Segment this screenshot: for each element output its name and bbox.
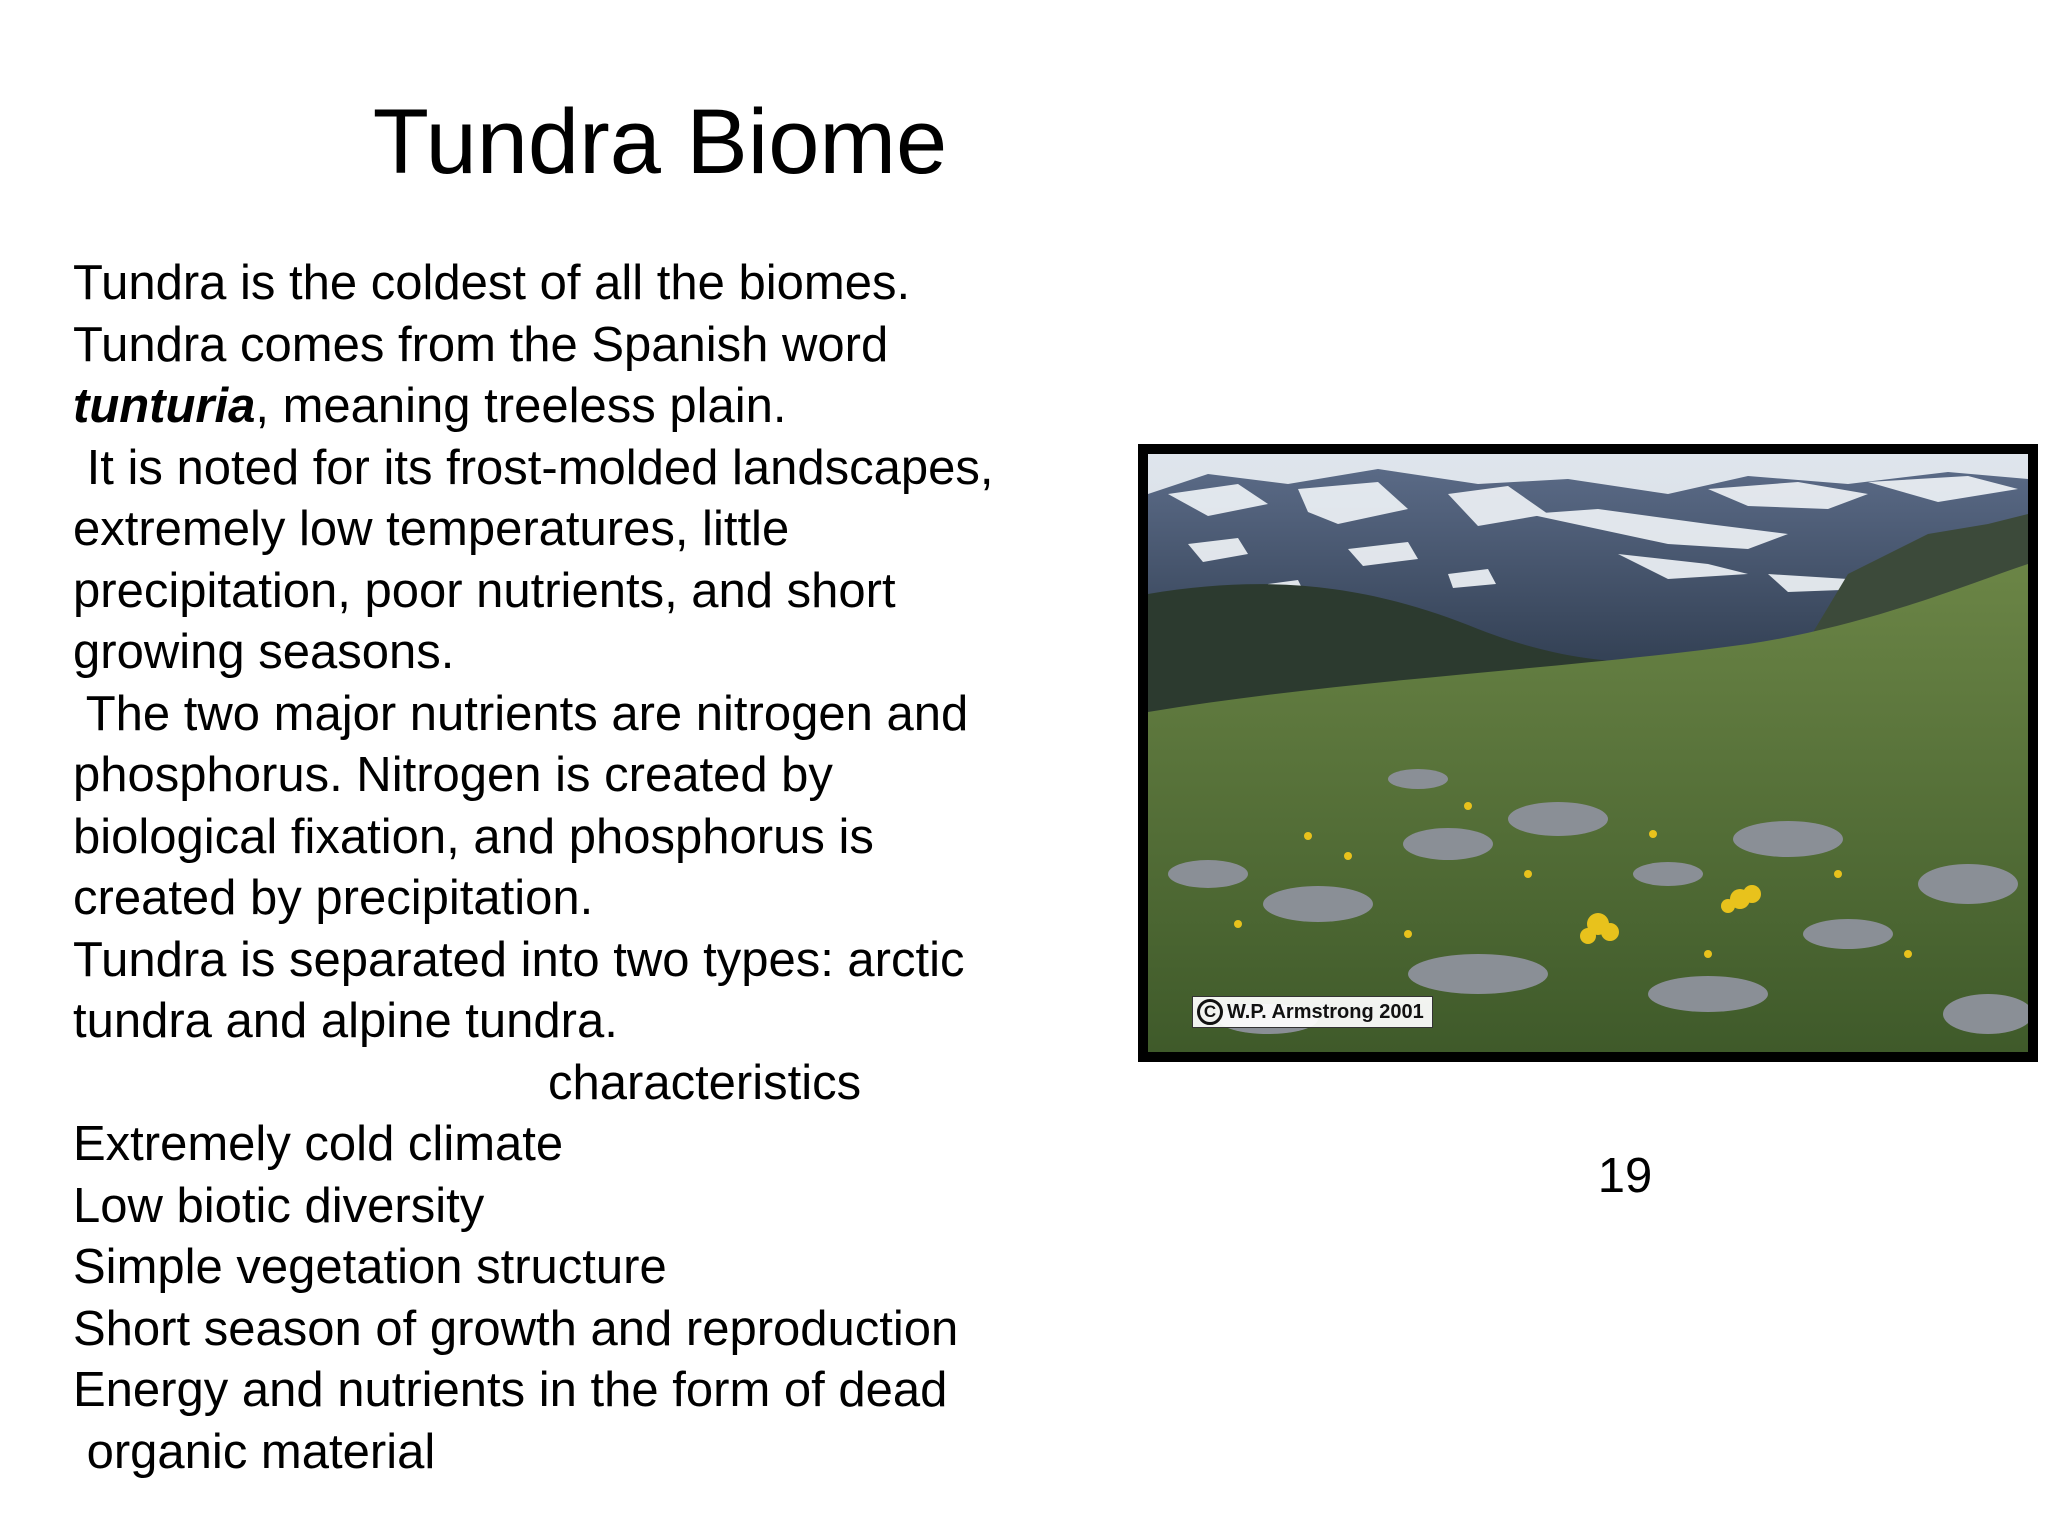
text-line — [73, 315, 1093, 377]
text-line-content: Tundra is separated into two types: arctic — [73, 932, 965, 987]
text-line-content: Short season of growth and reproduction — [73, 1301, 959, 1356]
characteristic-item — [73, 1237, 1093, 1299]
tundra-photo — [1138, 444, 2038, 1062]
text-line-content: Energy and nutrients in the form of dead — [73, 1363, 948, 1417]
text-line-content: Low biotic diversity — [73, 1178, 485, 1233]
text-line-content: phosphorus. Nitrogen is created by — [73, 748, 833, 802]
copyright-icon: C — [1197, 999, 1223, 1025]
text-line-content: growing seasons. — [73, 625, 455, 679]
text-line-content: Tundra comes from the Spanish word — [73, 317, 889, 372]
text-line-content: precipitation, poor nutrients, and short — [73, 563, 896, 618]
text-line-content: , meaning treeless plain. — [255, 379, 787, 433]
section-heading — [73, 1053, 1093, 1115]
text-line — [73, 991, 1093, 1053]
text-line — [73, 684, 1093, 746]
text-line-content: created by precipitation. — [73, 871, 594, 925]
characteristic-item — [73, 1299, 1093, 1361]
text-line — [73, 868, 1093, 930]
text-line-content: organic material — [73, 1424, 436, 1479]
text-line — [73, 438, 1093, 500]
section-heading-text: characteristics — [548, 1055, 862, 1110]
text-line — [73, 807, 1093, 869]
text-line-content: Tundra is the coldest of all the biomes. — [73, 256, 911, 310]
text-line-content: biological fixation, and phosphorus is — [73, 809, 874, 864]
page-number: 19 — [1597, 1149, 1653, 1203]
characteristic-item — [73, 1360, 1093, 1422]
characteristic-item — [73, 1422, 1093, 1484]
emphasized-word: tunturia — [73, 379, 256, 433]
text-line-content: Extremely cold climate — [73, 1117, 564, 1171]
text-line — [73, 930, 1093, 992]
photo-credit-text: W.P. Armstrong 2001 — [1227, 1001, 1424, 1023]
text-line — [73, 622, 1093, 684]
text-line-content: tundra and alpine tundra. — [73, 994, 618, 1048]
text-line — [73, 376, 1093, 438]
text-line — [73, 253, 1093, 315]
slide-body — [73, 253, 1093, 1483]
tundra-landscape-image — [1148, 454, 2028, 1052]
text-line-content: It is noted for its frost-molded landscapes, — [73, 440, 994, 495]
text-line — [73, 561, 1093, 623]
text-line — [73, 499, 1093, 561]
characteristic-item — [73, 1176, 1093, 1238]
text-line-content: Simple vegetation structure — [73, 1240, 667, 1294]
text-line — [73, 745, 1093, 807]
text-line-content: The two major nutrients are nitrogen and — [73, 686, 969, 741]
slide-title: Tundra Biome — [372, 91, 948, 193]
photo-credit — [1192, 996, 1433, 1028]
characteristic-item — [73, 1114, 1093, 1176]
text-line-content: extremely low temperatures, little — [73, 502, 790, 556]
